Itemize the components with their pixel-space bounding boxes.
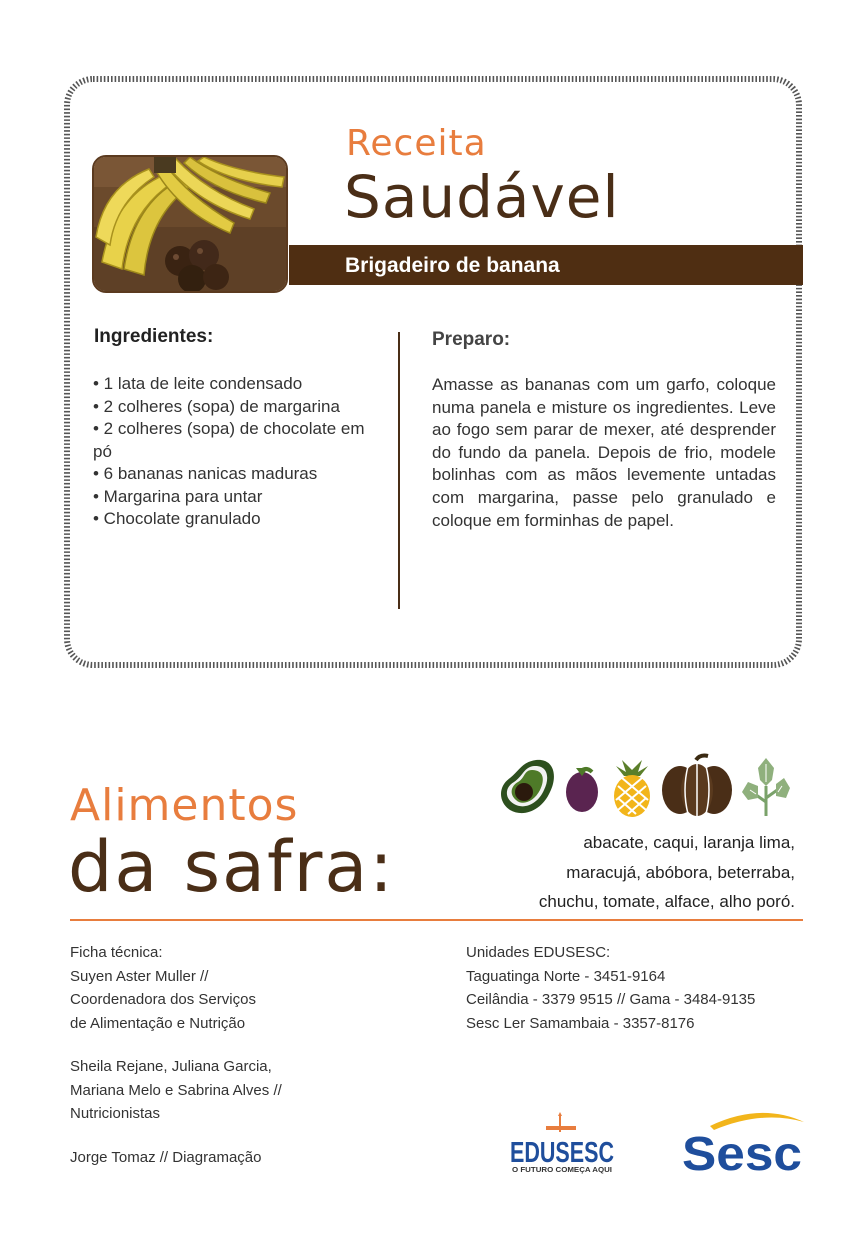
pumpkin-icon xyxy=(662,756,732,817)
units-line: Ceilândia - 3379 9515 // Gama - 3484-9135 xyxy=(466,991,756,1008)
units xyxy=(466,941,755,1035)
ingredients-heading: Ingredientes: xyxy=(94,326,214,347)
recipe-photo xyxy=(92,155,288,293)
sesc-logo xyxy=(680,1108,806,1179)
season-title-line2: da safra: xyxy=(68,826,395,908)
credits-group xyxy=(70,965,282,1036)
credits xyxy=(70,941,282,1189)
sesc-logo-text: Sesc xyxy=(682,1128,802,1174)
list-item: • 2 colheres (sopa) de chocolate em pó xyxy=(93,419,365,461)
credits-line: Suyen Aster Muller // xyxy=(70,967,209,985)
avocado-icon xyxy=(501,760,554,813)
title-kicker: Receita xyxy=(346,123,487,164)
credits-group xyxy=(70,1055,282,1126)
column-divider xyxy=(398,332,400,609)
season-foods-line: chuchu, tomate, alface, alho poró. xyxy=(538,892,795,911)
list-item: • 1 lata de leite condensado xyxy=(93,374,303,393)
list-item: • Chocolate granulado xyxy=(93,509,261,528)
credits-line: Nutricionistas xyxy=(70,1105,161,1122)
season-title-line1: Alimentos xyxy=(70,780,299,831)
credits-line: Jorge Tomaz // Diagramação xyxy=(70,1148,262,1166)
credits-line: de Alimentação e Nutrição xyxy=(70,1014,246,1032)
edusesc-logo xyxy=(508,1112,618,1179)
units-line: Taguatinga Norte - 3451-9164 xyxy=(466,967,666,985)
parsley-icon xyxy=(742,758,790,816)
credits-title: Ficha técnica: xyxy=(70,944,163,961)
page-title: Saudável xyxy=(344,163,620,231)
recipe-name: Brigadeiro de banana xyxy=(345,254,560,277)
section-divider xyxy=(70,919,803,921)
ingredients-list xyxy=(93,373,383,531)
recipe-name-band xyxy=(289,245,803,285)
units-line: Sesc Ler Samambaia - 3357-8176 xyxy=(466,1014,695,1032)
credits-line: Mariana Melo e Sabrina Alves // xyxy=(70,1081,282,1099)
preparation-heading: Preparo: xyxy=(432,329,511,350)
preparation-text: Amasse as bananas com um garfo, coloque numa panela e misture os ingredientes. Leve ao fogo sem parar de mexer, até desprender do fundo da panela. Depois de frio, modele bolinhas com as mãos levemente untadas com margarina, passe pelo granulado e coloque em forminhas de papel. xyxy=(432,375,776,530)
season-foods-line: maracujá, abóbora, beterraba, xyxy=(566,862,795,882)
persimmon-icon xyxy=(566,768,598,812)
list-item: • Margarina para untar xyxy=(93,486,263,506)
season-foods xyxy=(539,828,795,917)
season-icons xyxy=(496,752,802,823)
edusesc-tagline: O FUTURO COMEÇA AQUI xyxy=(512,1165,612,1174)
list-item: • 2 colheres (sopa) de margarina xyxy=(93,396,340,416)
list-item: • 6 bananas nanicas maduras xyxy=(93,464,318,483)
season-foods-line: abacate, caqui, laranja lima, xyxy=(583,833,795,852)
credits-line: Coordenadora dos Serviços xyxy=(70,991,256,1008)
edusesc-logo-text: EDUSESC xyxy=(510,1137,615,1169)
credits-line: Sheila Rejane, Juliana Garcia, xyxy=(70,1058,272,1075)
credits-group xyxy=(70,1146,282,1170)
units-title: Unidades EDUSESC: xyxy=(466,944,611,961)
pineapple-icon xyxy=(614,754,650,817)
